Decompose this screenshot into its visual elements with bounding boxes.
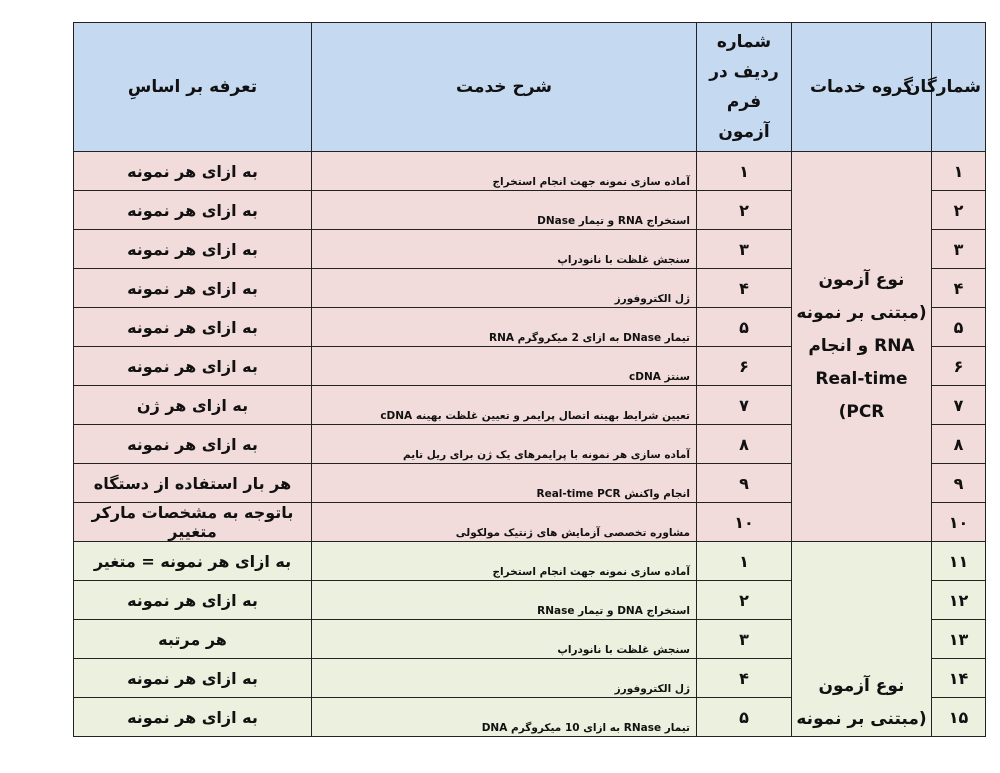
row-number-cell: ۳: [697, 230, 792, 269]
header-service-group: گروه خدمات: [792, 23, 932, 152]
serial-cell: ۲: [932, 191, 986, 230]
row-number-cell: ۵: [697, 308, 792, 347]
serial-cell: ۱۳: [932, 620, 986, 659]
serial-cell: ۸: [932, 425, 986, 464]
row-number-cell: ۵: [697, 698, 792, 737]
description-cell: استخراج RNA و تیمار DNase: [312, 191, 697, 230]
description-cell: آماده سازی نمونه جهت انجام استخراج: [312, 152, 697, 191]
row-number-cell: ۳: [697, 620, 792, 659]
row-number-cell: ۱۰: [697, 503, 792, 542]
serial-cell: ۹: [932, 464, 986, 503]
table-row: [74, 152, 986, 191]
row-number-cell: ۱: [697, 152, 792, 191]
serial-cell: ۱۵: [932, 698, 986, 737]
service-group-label-dna: نوع آزمون (مبتنی بر نمونه: [796, 676, 927, 729]
description-cell: سنجش غلظت با نانودراپ: [312, 230, 697, 269]
description-cell: سنجش غلظت با نانودراپ: [312, 620, 697, 659]
serial-cell: ۷: [932, 386, 986, 425]
header-row-number: شماره ردیف در فرم آزمون: [697, 23, 792, 152]
tariff-cell: به ازای هر نمونه: [74, 191, 312, 230]
description-cell: آماده سازی هر نمونه با پرایمرهای یک ژن برای ریل تایم: [312, 425, 697, 464]
description-cell: مشاوره تخصصی آزمایش های ژنتیک مولکولی: [312, 503, 697, 542]
serial-cell: ۱۲: [932, 581, 986, 620]
header-row: [74, 23, 986, 152]
tariff-cell: به ازای هر نمونه: [74, 659, 312, 698]
serial-cell: ۱۱: [932, 542, 986, 581]
description-cell: ژل الکتروفورز: [312, 659, 697, 698]
row-number-cell: ۶: [697, 347, 792, 386]
service-group-cell-dna: [792, 542, 932, 737]
serial-cell: ۴: [932, 269, 986, 308]
tariff-cell: به ازای هر نمونه: [74, 698, 312, 737]
description-cell: آماده سازی نمونه جهت انجام استخراج: [312, 542, 697, 581]
serial-cell: ۱: [932, 152, 986, 191]
header-tariff: تعرفه بر اساسِ: [74, 23, 312, 152]
tariff-cell: به ازای هر ژن: [74, 386, 312, 425]
serial-cell: ۳: [932, 230, 986, 269]
row-number-cell: ۱: [697, 542, 792, 581]
tariff-cell: به ازای هر نمونه: [74, 425, 312, 464]
description-cell: تعیین شرایط بهینه اتصال پرایمر و تعیین غلظت بهینه cDNA: [312, 386, 697, 425]
description-cell: تیمار DNase به ازای 2 میکروگرم RNA: [312, 308, 697, 347]
row-number-cell: ۹: [697, 464, 792, 503]
row-number-cell: ۷: [697, 386, 792, 425]
tariff-cell: باتوجه به مشخصات مارکر متغییر: [74, 503, 312, 542]
description-cell: انجام واکنش Real-time PCR: [312, 464, 697, 503]
tariff-cell: به ازای هر نمونه: [74, 581, 312, 620]
description-cell: سنتز cDNA: [312, 347, 697, 386]
service-group-cell-rna: نوع آزمون (مبتنی بر نمونه RNA و انجام Real-time PCR): [792, 152, 932, 542]
row-number-cell: ۸: [697, 425, 792, 464]
page-bottom-crop: [0, 744, 1000, 773]
header-serial: شمارگان: [932, 23, 986, 152]
description-cell: استخراج DNA و تیمار RNase: [312, 581, 697, 620]
row-number-cell: ۴: [697, 659, 792, 698]
description-cell: تیمار RNase به ازای 10 میکروگرم DNA: [312, 698, 697, 737]
serial-cell: ۶: [932, 347, 986, 386]
services-tariff-table: [73, 22, 986, 737]
tariff-cell: هر بار استفاده از دستگاه: [74, 464, 312, 503]
serial-cell: ۱۰: [932, 503, 986, 542]
tariff-cell: به ازای هر نمونه: [74, 347, 312, 386]
tariff-cell: به ازای هر نمونه: [74, 269, 312, 308]
tariff-cell: به ازای هر نمونه = متغیر: [74, 542, 312, 581]
tariff-cell: به ازای هر نمونه: [74, 230, 312, 269]
row-number-cell: ۴: [697, 269, 792, 308]
row-number-cell: ۲: [697, 191, 792, 230]
tariff-cell: هر مرتبه: [74, 620, 312, 659]
serial-cell: ۵: [932, 308, 986, 347]
row-number-cell: ۲: [697, 581, 792, 620]
tariff-cell: به ازای هر نمونه: [74, 152, 312, 191]
serial-cell: ۱۴: [932, 659, 986, 698]
header-description: شرح خدمت: [312, 23, 697, 152]
tariff-cell: به ازای هر نمونه: [74, 308, 312, 347]
table-row: [74, 542, 986, 581]
description-cell: ژل الکتروفورز: [312, 269, 697, 308]
